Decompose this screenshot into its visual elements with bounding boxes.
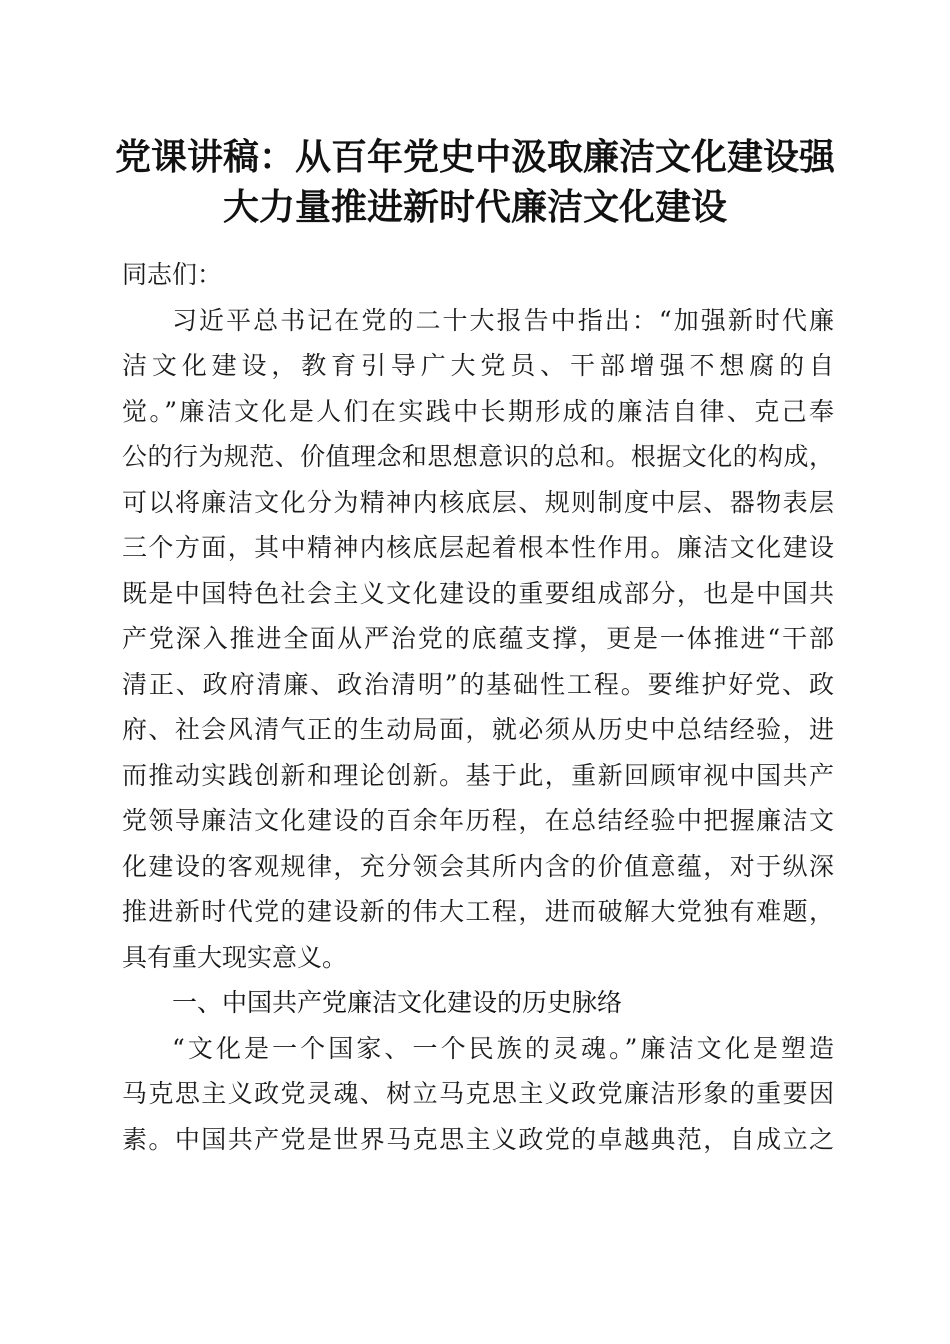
paragraph-1 — [122, 298, 834, 981]
title-line-2: 大力量推进新时代廉洁文化建设 — [222, 186, 727, 228]
paragraph-2 — [122, 1026, 834, 1163]
paragraph-line: 产党深入推进全面从严治党的底蕴支撑，更是一体推进“干部 — [122, 624, 834, 653]
paragraph-line: 觉。”廉洁文化是人们在实践中长期形成的廉洁自律、克己奉 — [122, 396, 834, 426]
paragraph-line: 而推动实践创新和理论创新。基于此，重新回顾审视中国共产 — [122, 760, 834, 790]
paragraph-line: 习近平总书记在党的二十大报告中指出：“加强新时代廉 — [172, 305, 834, 335]
paragraph-line: 素。中国共产党是世界马克思主义政党的卓越典范，自成立之 — [122, 1124, 834, 1154]
paragraph-line: 推进新时代党的建设新的伟大工程，进而破解大党独有难题， — [122, 897, 834, 926]
paragraph-line: 三个方面，其中精神内核底层起着根本性作用。廉洁文化建设 — [122, 533, 834, 562]
paragraph-line: 党领导廉洁文化建设的百余年历程，在总结经验中把握廉洁文 — [122, 806, 834, 835]
document-body — [122, 252, 834, 1162]
paragraph-line: 可以将廉洁文化分为精神内核底层、规则制度中层、器物表层 — [122, 487, 834, 517]
paragraph-line: 公的行为规范、价值理念和思想意识的总和。根据文化的构成， — [122, 442, 834, 471]
title-line-1: 党课讲稿：从百年党史中汲取廉洁文化建设强 — [114, 136, 835, 178]
paragraph-line: 具有重大现实意义。 — [122, 942, 348, 972]
paragraph-line: 洁文化建设，教育引导广大党员、干部增强不想腐的自 — [122, 351, 834, 380]
paragraph-line: “文化是一个国家、一个民族的灵魂。”廉洁文化是塑造 — [172, 1033, 834, 1063]
paragraph-line: 清正、政府清廉、政治清明”的基础性工程。要维护好党、政 — [122, 669, 834, 699]
paragraph-line: 化建设的客观规律，充分领会其所内含的价值意蕴，对于纵深 — [122, 851, 834, 881]
document-title — [110, 132, 840, 232]
section-heading: 一、中国共产党廉洁文化建设的历史脉络 — [172, 988, 623, 1017]
paragraph-line: 既是中国特色社会主义文化建设的重要组成部分，也是中国共 — [122, 578, 834, 608]
paragraph-line: 府、社会风清气正的生动局面，就必须从历史中总结经验，进 — [122, 715, 834, 744]
paragraph-line: 马克思主义政党灵魂、树立马克思主义政党廉洁形象的重要因 — [122, 1079, 834, 1108]
salutation: 同志们： — [122, 260, 223, 289]
